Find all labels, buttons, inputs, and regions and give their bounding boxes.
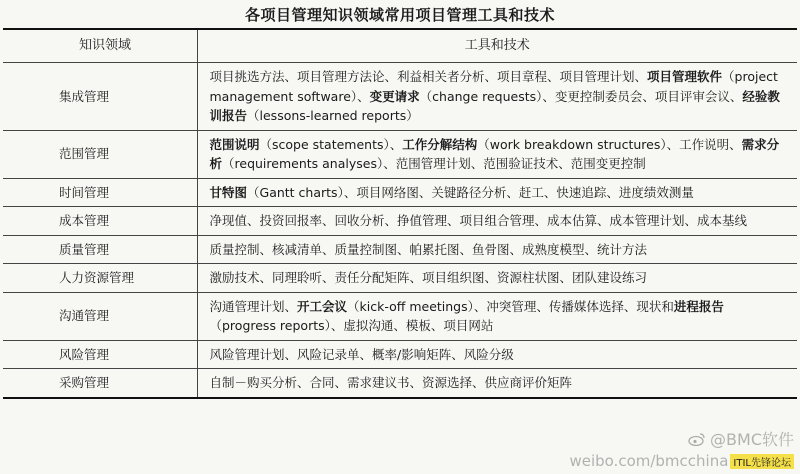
tools-text: 净现值、投资回报率、回收分析、挣值管理、项目组合管理、成本估算、成本管理计划、成本基线 — [209, 213, 748, 228]
tools-techniques-cell — [197, 235, 797, 264]
tools-text: 激励技术、同理聆听、责任分配矩阵、项目组织图、资源柱状图、团队建设练习 — [209, 270, 648, 285]
table-row — [3, 369, 797, 398]
key-term: 进程报告 — [673, 298, 724, 314]
tools-text: （lessons-learned reports） — [247, 108, 419, 123]
key-term: 需求分析 — [209, 136, 780, 171]
tools-text: （work breakdown structures）、工作说明、 — [477, 136, 742, 152]
tools-techniques-cell — [197, 340, 797, 369]
tools-text: （scope statements）、 — [259, 136, 403, 152]
tools-text: 质量控制、核减清单、质量控制图、帕累托图、鱼骨图、成熟度模型、统计方法 — [209, 241, 648, 257]
tools-text: （Gantt charts）、项目网络图、关键路径分析、赶工、快速追踪、进度绩效测量 — [247, 184, 694, 200]
table-row — [3, 235, 797, 264]
tools-text: 风险管理计划、风险记录单、概率/影响矩阵、风险分级 — [209, 346, 514, 362]
tools-text: （project management software）、 — [209, 69, 778, 104]
key-term: 工作分解结构 — [402, 136, 478, 152]
tools-techniques-cell — [197, 369, 797, 398]
tools-text: 沟通管理计划、 — [209, 298, 298, 314]
watermark-brand: @BMC软件 — [710, 430, 794, 449]
tools-techniques-cell — [197, 178, 797, 207]
tools-techniques-cell — [197, 264, 797, 293]
watermark — [569, 427, 794, 470]
tools-techniques-cell — [197, 130, 797, 178]
tools-text: （requirements analyses）、范围管理计划、范围验证技术、范围变更控制 — [222, 156, 646, 171]
watermark-badge: ITIL先锋论坛 — [730, 454, 794, 469]
knowledge-area-cell: 沟通管理 — [3, 292, 197, 340]
knowledge-area-cell: 成本管理 — [3, 207, 197, 236]
key-term: 变更请求 — [369, 88, 420, 104]
key-term: 经验教训报告 — [209, 88, 780, 123]
header-tools-techniques: 工具和技术 — [197, 29, 797, 63]
knowledge-area-table — [3, 28, 797, 399]
knowledge-area-cell: 采购管理 — [3, 369, 197, 398]
table-title: 各项目管理知识领域常用项目管理工具和技术 — [244, 6, 555, 24]
table-row — [3, 178, 797, 207]
key-term: 开工会议 — [297, 298, 348, 314]
table-header-row — [3, 29, 797, 63]
knowledge-area-cell: 风险管理 — [3, 340, 197, 369]
table-row — [3, 340, 797, 369]
knowledge-area-cell: 质量管理 — [3, 235, 197, 264]
knowledge-area-cell: 时间管理 — [3, 178, 197, 207]
table-row — [3, 63, 797, 131]
tools-text: 自制－购买分析、合同、需求建议书、资源选择、供应商评价矩阵 — [209, 375, 573, 390]
key-term: 项目管理软件 — [647, 69, 723, 84]
tools-text: （progress reports）、虚拟沟通、模板、项目网站 — [209, 318, 494, 333]
knowledge-area-cell: 人力资源管理 — [3, 264, 197, 293]
tools-techniques-cell — [197, 63, 797, 131]
key-term: 范围说明 — [209, 136, 260, 152]
tools-text: （change requests）、变更控制委员会、项目评审会议、 — [419, 88, 743, 104]
watermark-url: weibo.com/bmcchina — [569, 452, 729, 470]
tools-text: （kick-off meetings）、冲突管理、传播媒体选择、现状和 — [347, 298, 674, 314]
key-term: 甘特图 — [209, 184, 248, 200]
tools-text: 项目挑选方法、项目管理方法论、利益相关者分析、项目章程、项目管理计划、 — [209, 69, 648, 84]
table-row — [3, 130, 797, 178]
weibo-logo-icon — [688, 432, 706, 446]
tools-techniques-cell — [197, 292, 797, 340]
knowledge-area-cell: 范围管理 — [3, 130, 197, 178]
header-knowledge-area: 知识领域 — [3, 29, 197, 63]
table-row — [3, 264, 797, 293]
table-row — [3, 207, 797, 236]
table-row — [3, 292, 797, 340]
tools-techniques-cell — [197, 207, 797, 236]
knowledge-area-cell: 集成管理 — [3, 63, 197, 131]
